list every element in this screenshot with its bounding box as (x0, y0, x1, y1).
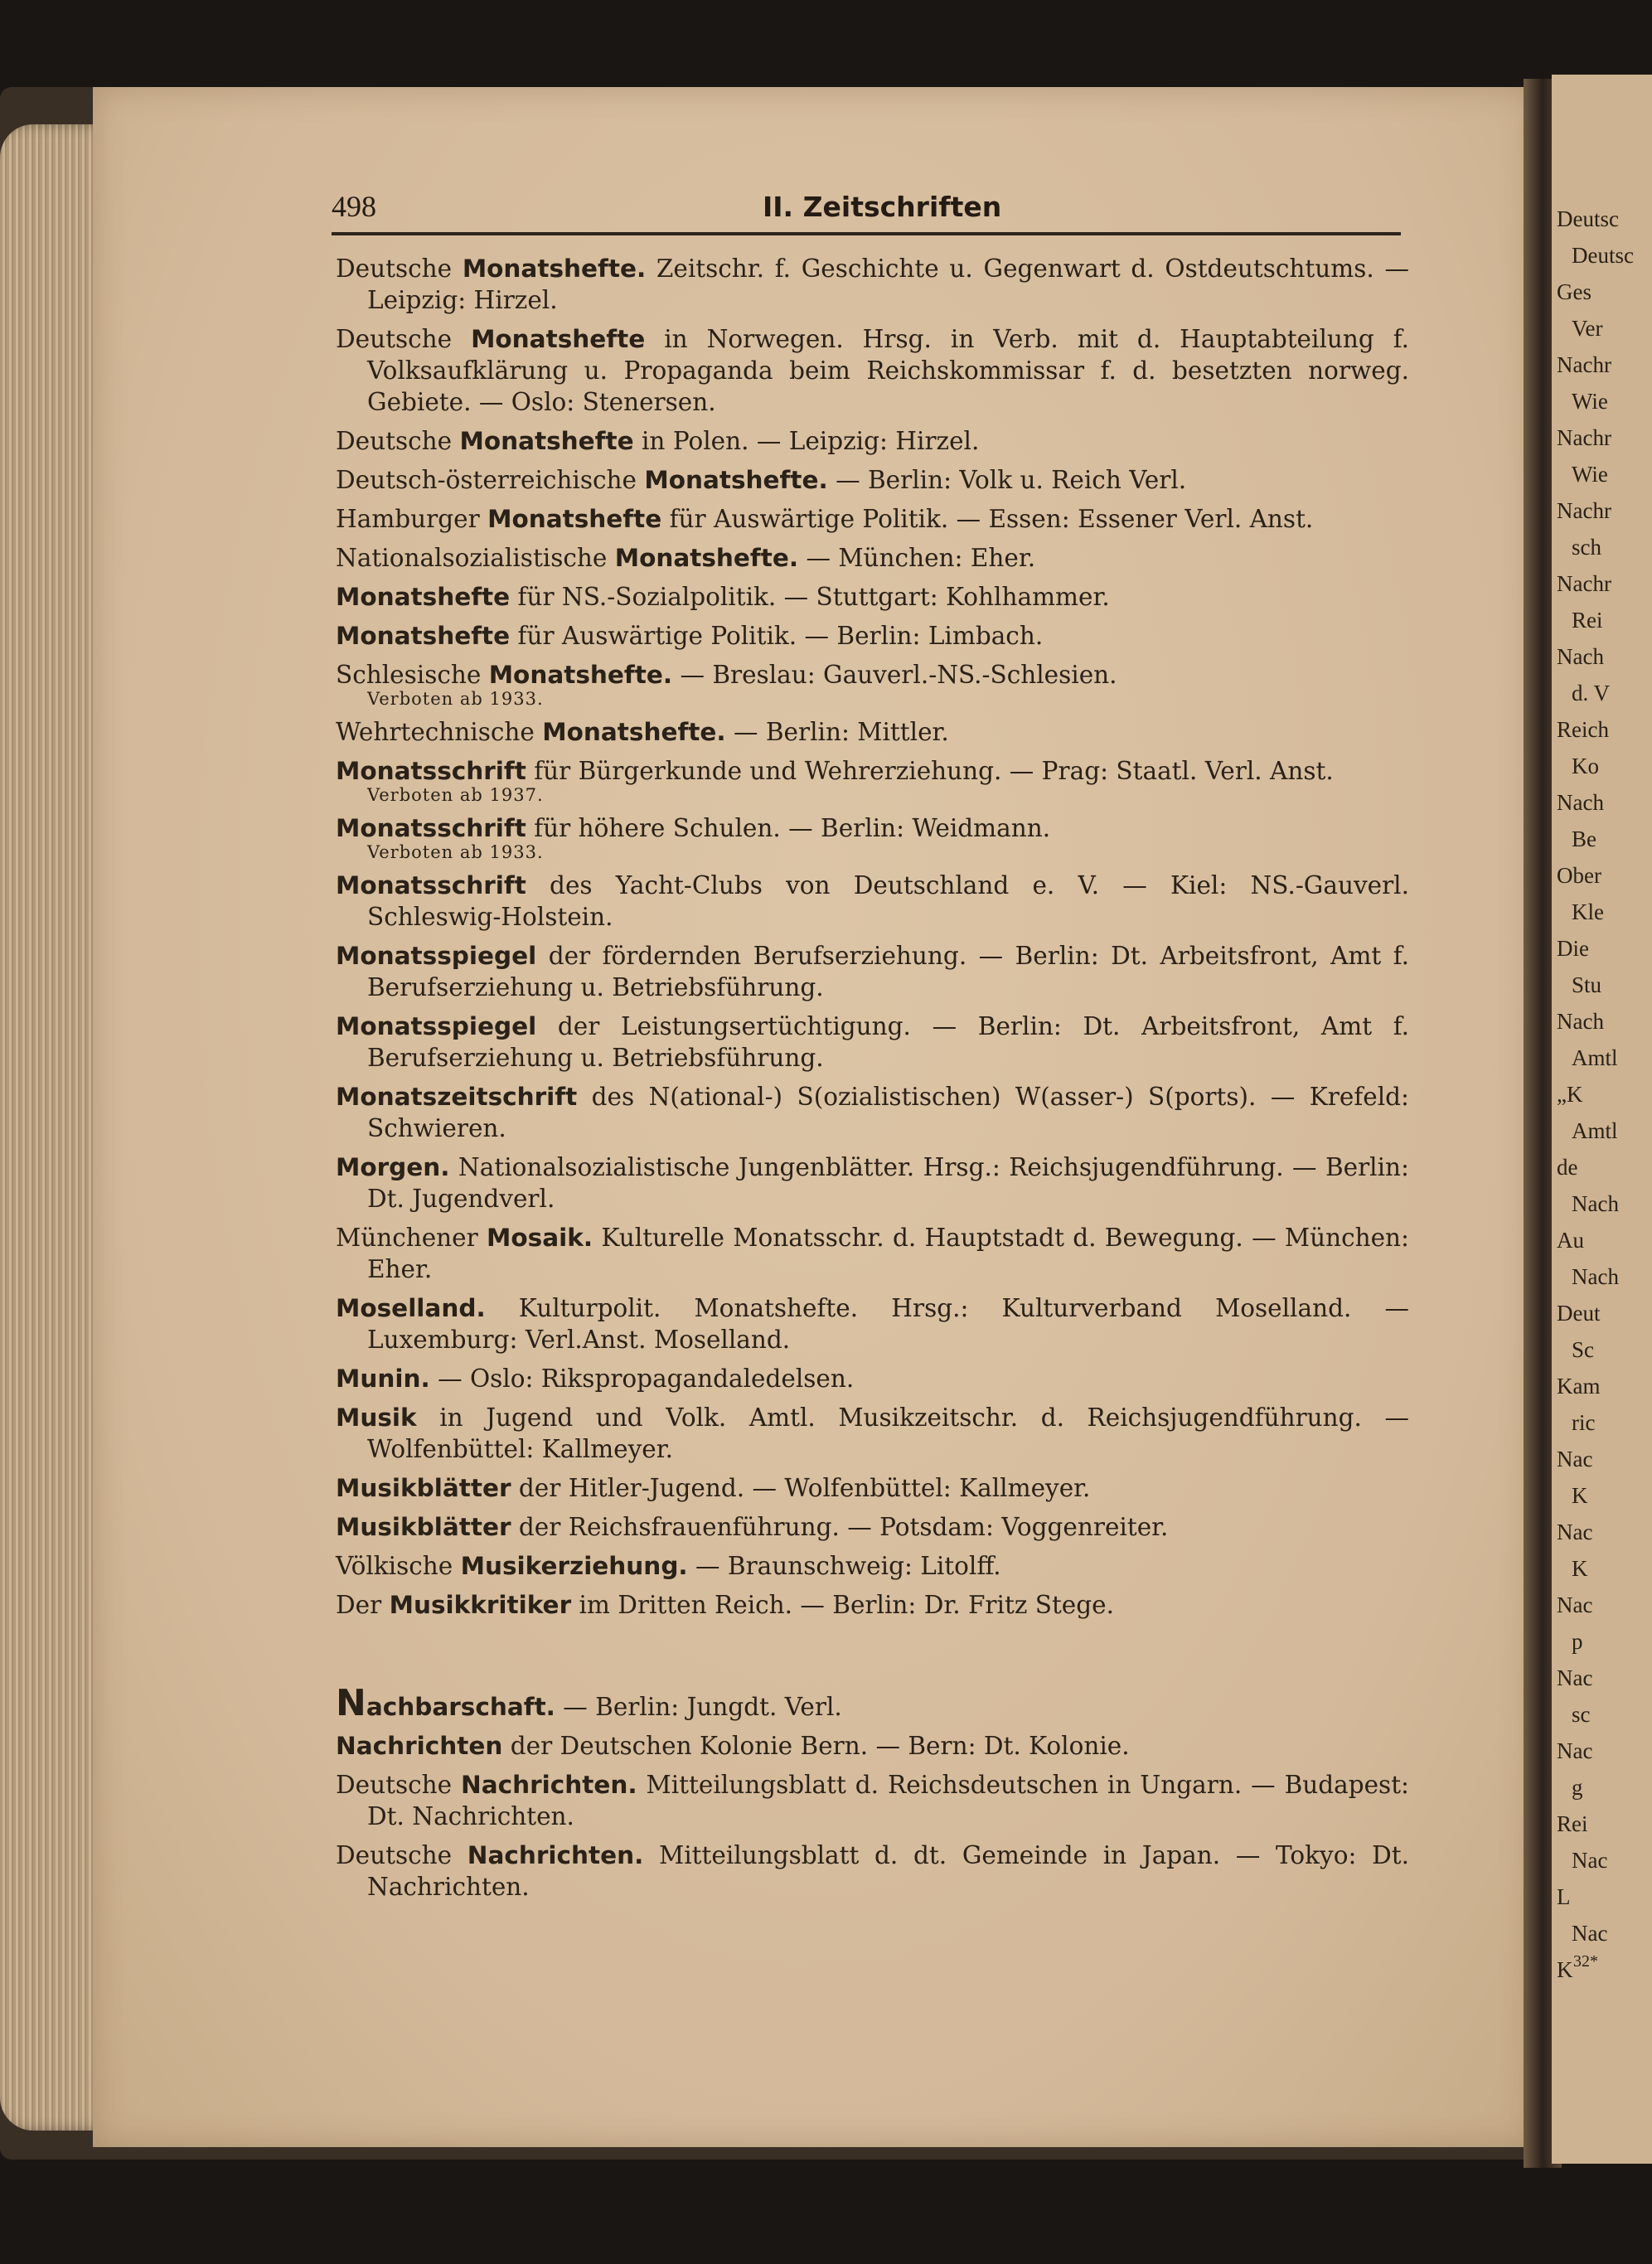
right-page-line: Nac (1557, 1447, 1593, 1471)
page-number: 498 (332, 190, 376, 223)
entry-text: für Auswärtige Politik. — Essen: Essener Verl. Anst. (661, 505, 1314, 533)
entry-prefix: Wehrtechnische (336, 718, 543, 746)
right-page-line: Die (1557, 937, 1589, 961)
right-page-line: L (1557, 1885, 1571, 1909)
right-page-line: g (1572, 1776, 1583, 1800)
right-page-line: Nac (1572, 1922, 1608, 1946)
entry-text: der Leistungsertüchtigung. — Berlin: Dt. Arbeitsfront, Amt f. Berufserziehung u. Betriebsführung. (367, 1012, 1409, 1072)
right-page-line: Ko (1572, 754, 1599, 778)
right-page-line: Deutsc (1572, 244, 1634, 268)
page-header (332, 189, 1401, 222)
entry-list (336, 253, 1409, 1910)
entry-prefix: Der (336, 1591, 390, 1619)
entry-prefix: Völkische (336, 1552, 461, 1580)
entry (336, 812, 1409, 862)
entry-keyword: Moselland. (336, 1294, 486, 1322)
entry-keyword: Nachrichten. (461, 1771, 637, 1799)
entry-text: — München: Eher. (798, 544, 1036, 572)
entry-prefix: Deutsche (336, 1841, 468, 1869)
right-page-line: „K (1557, 1083, 1583, 1107)
entry (336, 1769, 1409, 1832)
entry-text: — Berlin: Mittler. (725, 718, 949, 746)
right-page-line: Wie (1572, 463, 1608, 487)
entry-text: Kulturelle Monatsschr. d. Hauptstadt d. Bewegung. — München: Eher. (367, 1224, 1409, 1283)
entry (336, 620, 1409, 652)
right-page-line: Deut (1557, 1302, 1601, 1326)
running-title: II. Zeitschriften (763, 191, 1002, 223)
entry (336, 1550, 1409, 1582)
right-page-line: d. V (1572, 681, 1611, 705)
right-page-line: Nachr (1557, 572, 1611, 596)
entry-text: der Hitler-Jugend. — Wolfenbüttel: Kallmeyer. (511, 1474, 1091, 1502)
right-page-line: Nac (1557, 1520, 1593, 1544)
entry-keyword: Monatshefte. (462, 255, 647, 283)
entry (336, 581, 1409, 613)
entry-keyword: Monatshefte. (614, 544, 799, 572)
entry-keyword: Monatsspiegel (336, 942, 537, 970)
entry-prefix: Münchener (336, 1224, 487, 1252)
right-page-line: p (1572, 1630, 1583, 1654)
entry-text: in Jugend und Volk. Amtl. Musikzeitschr. d. Reichsjugendführung. — Wolfenbüttel: Kallmeyer. (367, 1403, 1409, 1463)
entry-prefix: Hamburger (336, 505, 488, 533)
right-page-line: Sc (1572, 1338, 1594, 1362)
entry-prefix: Deutsche (336, 427, 460, 455)
right-page-line: Au (1557, 1229, 1584, 1253)
entry (336, 542, 1409, 574)
entry (336, 503, 1409, 535)
entry-text: der Reichsfrauenführung. — Potsdam: Voggenreiter. (511, 1513, 1169, 1541)
right-page-line: Nach (1557, 791, 1604, 815)
entry-text: des Yacht-Clubs von Deutschland e. V. — Kiel: NS.-Gauverl. Schleswig-Holstein. (367, 871, 1409, 931)
entry-keyword: Monatszeitschrift (336, 1083, 578, 1111)
entry (336, 1363, 1409, 1394)
entry-keyword: Monatshefte. (644, 466, 828, 494)
entry (336, 1222, 1409, 1285)
entries-m (336, 253, 1409, 1621)
entry (336, 1682, 1409, 1724)
entry-keyword: Morgen. (336, 1153, 450, 1181)
entry-keyword: Nachrichten. (467, 1841, 644, 1869)
right-page-line: Ober (1557, 864, 1601, 888)
entry-keyword: Musikerziehung. (460, 1552, 688, 1580)
right-page-line: Stu (1572, 973, 1602, 997)
entry (336, 940, 1409, 1003)
right-page-line: Ver (1572, 317, 1603, 341)
entry-text: Mitteilungsblatt d. dt. Gemeinde in Japan. — Tokyo: Dt. Nachrichten. (367, 1841, 1409, 1901)
right-page-line: K (1572, 1484, 1588, 1508)
entry-keyword: Monatshefte (459, 427, 634, 455)
entry-keyword: Monatshefte (487, 505, 662, 533)
entry-keyword: Monatshefte (336, 622, 511, 650)
right-page-line: Amtl (1572, 1119, 1618, 1143)
entry-text: für Bürgerkunde und Wehrerziehung. — Prag: Staatl. Verl. Anst. (526, 757, 1334, 785)
entry-text: — Breslau: Gauverl.-NS.-Schlesien. (672, 661, 1117, 689)
entry (336, 1511, 1409, 1543)
entry-text: der Deutschen Kolonie Bern. — Bern: Dt. Kolonie. (502, 1732, 1130, 1760)
right-page-line: Amtl (1572, 1046, 1618, 1070)
right-page-line: Nach (1557, 1010, 1604, 1034)
entry (336, 253, 1409, 316)
entry-keyword: Musikblätter (336, 1474, 511, 1502)
right-page-line: Nach (1572, 1192, 1619, 1216)
entry (336, 1151, 1409, 1214)
right-page-line: Nach (1572, 1265, 1619, 1289)
entry-keyword: Musikblätter (336, 1513, 511, 1541)
entry-text: in Polen. — Leipzig: Hirzel. (633, 427, 980, 455)
right-page-line: Kam (1557, 1374, 1601, 1399)
right-page-footer: 32* (1573, 1952, 1598, 1971)
right-page-line: Nac (1557, 1666, 1593, 1690)
right-page-line: Nachr (1557, 353, 1611, 377)
entry-keyword: Monatshefte. (488, 661, 673, 689)
right-page-line: Be (1572, 827, 1596, 851)
right-page-line: Nachr (1557, 426, 1611, 450)
entry (336, 1402, 1409, 1465)
entry-prefix: Nationalsozialistische (336, 544, 615, 572)
right-page-line: Nachr (1557, 499, 1611, 523)
entry-keyword: Monatsschrift (336, 871, 526, 899)
right-page-edge (1552, 75, 1652, 2164)
entry (336, 323, 1409, 418)
entry (336, 1011, 1409, 1074)
entry-keyword: Mosaik. (487, 1224, 593, 1252)
entry-note: Verboten ab 1933. (367, 842, 544, 862)
entry-text: der fördernden Berufserziehung. — Berlin: Dt. Arbeitsfront, Amt f. Berufserziehung u. Betriebsführung. (367, 942, 1409, 1001)
right-page-line: Wie (1572, 390, 1608, 414)
entry-note: Verboten ab 1937. (367, 785, 544, 805)
entry (336, 870, 1409, 933)
entry-text: Zeitschr. f. Geschichte u. Gegenwart d. Ostdeutschtums. — Leipzig: Hirzel. (367, 255, 1409, 314)
header-rule (332, 232, 1401, 235)
entry-keyword: achbarschaft. (366, 1693, 555, 1721)
right-page-line: Deutsc (1557, 207, 1619, 231)
entry-keyword: Nachrichten (336, 1732, 503, 1760)
entry (336, 1840, 1409, 1903)
right-page-line: Rei (1572, 608, 1603, 633)
entry (336, 1472, 1409, 1504)
right-page-line: Nac (1572, 1849, 1608, 1873)
entry-text: Kulturpolit. Monatshefte. Hrsg.: Kulturverband Moselland. — Luxemburg: Verl.Anst. Moselland. (367, 1294, 1409, 1354)
right-page-line: de (1557, 1156, 1578, 1180)
entry (336, 1589, 1409, 1621)
entry-keyword: Musikkritiker (389, 1591, 572, 1619)
right-page-line: Rei (1557, 1812, 1588, 1836)
entry (336, 425, 1409, 457)
right-page-line: ric (1572, 1411, 1596, 1435)
section-initial: N (336, 1682, 366, 1724)
right-page-line: Reich (1557, 718, 1609, 742)
entry-keyword: Monatsschrift (336, 757, 526, 785)
entry-keyword: Monatshefte. (542, 718, 726, 746)
right-page-line: K (1572, 1557, 1588, 1581)
entry-prefix: Deutsche (336, 1771, 462, 1799)
entry (336, 1292, 1409, 1355)
entry (336, 755, 1409, 805)
right-page-line: sc (1572, 1703, 1591, 1727)
right-page-line: Kle (1572, 900, 1604, 924)
right-page-line: Nach (1557, 645, 1604, 669)
entry-keyword: Monatsspiegel (336, 1012, 537, 1040)
entry (336, 716, 1409, 748)
entry-prefix: Deutsche (336, 255, 463, 283)
entry-keyword: Monatsschrift (336, 814, 526, 842)
entry-keyword: Musik (336, 1403, 417, 1432)
right-page-text (1557, 207, 1652, 1995)
entry-text: des N(ational-) S(ozialistischen) W(asser-) S(ports). — Krefeld: Schwieren. (367, 1083, 1409, 1142)
entry-text: im Dritten Reich. — Berlin: Dr. Fritz Stege. (571, 1591, 1114, 1619)
right-page-line: Ges (1557, 280, 1591, 304)
entry-keyword: Monatshefte (336, 583, 511, 611)
entry (336, 464, 1409, 496)
entry-text: Nationalsozialistische Jungenblätter. Hrsg.: Reichsjugendführung. — Berlin: Dt. Jugendverl. (367, 1153, 1409, 1213)
entry-text: — Berlin: Volk u. Reich Verl. (827, 466, 1187, 494)
entry-keyword: Monatshefte (471, 325, 646, 353)
entry (336, 1730, 1409, 1762)
entry-prefix: Schlesische (336, 661, 489, 689)
entry-keyword: Munin. (336, 1365, 430, 1393)
entry-text: für höhere Schulen. — Berlin: Weidmann. (526, 814, 1051, 842)
right-page-line: Nac (1557, 1593, 1593, 1617)
right-page-line: K (1557, 1958, 1573, 1982)
entry-text: für Auswärtige Politik. — Berlin: Limbach. (510, 622, 1044, 650)
entry-prefix: Deutsche (336, 325, 472, 353)
entry-text: — Oslo: Rikspropagandaledelsen. (429, 1365, 855, 1393)
right-page-line: Nac (1557, 1739, 1593, 1763)
right-page-line: sch (1572, 536, 1601, 560)
entry-text: Mitteilungsblatt d. Reichsdeutschen in Ungarn. — Budapest: Dt. Nachrichten. (367, 1771, 1409, 1830)
entry (336, 659, 1409, 709)
entry-text: — Braunschweig: Litolff. (687, 1552, 1001, 1580)
entries-n (336, 1730, 1409, 1903)
entry-text: in Norwegen. Hrsg. in Verb. mit d. Hauptabteilung f. Volksaufklärung u. Propaganda beim Reichskommissar f. d. besetzten norweg. Gebiete. — Oslo: Stenersen. (367, 325, 1409, 416)
entry-text: — Berlin: Jungdt. Verl. (555, 1693, 842, 1721)
entry-prefix: Deutsch-österreichische (336, 466, 645, 494)
entry-note: Verboten ab 1933. (367, 689, 544, 709)
entry-text: für NS.-Sozialpolitik. — Stuttgart: Kohlhammer. (510, 583, 1110, 611)
entry (336, 1081, 1409, 1144)
